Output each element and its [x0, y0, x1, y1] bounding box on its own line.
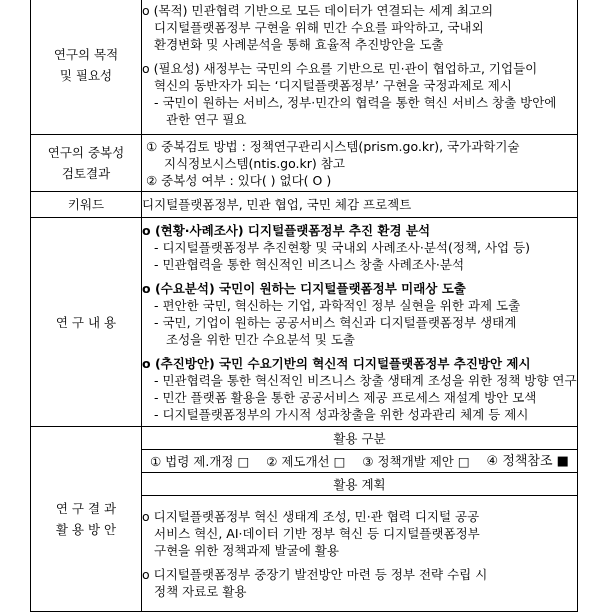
purpose-objective-line: 환경변화 및 사례분석을 통해 효율적 추진방안을 도출: [154, 36, 444, 52]
contents-item: - 디지털플랫폼정부 추진현황 및 국내외 사례조사·분석(정책, 사업 등): [154, 239, 531, 255]
purpose-objective-line: 디지털플랫폼정부 구현을 위해 민간 수요를 파악하고, 국내외: [154, 19, 484, 35]
label-purpose-line2: 및 필요성: [59, 67, 113, 83]
usage-plan-line: 구현을 위한 정책과제 발굴에 활용: [154, 542, 339, 558]
research-summary-table: [30, 0, 578, 612]
usage-plan-header: 활용 계획: [142, 473, 578, 496]
purpose-necessity-line: 혁신의 동반자가 되는 ‘디지털플랫폼정부’ 구현을 국정과제로 제시: [154, 77, 512, 93]
usage-option-system-checkbox[interactable]: ② 제도개선 □: [266, 453, 346, 469]
usage-plan-line: 정책 자료로 활용: [154, 583, 247, 599]
purpose-necessity-line: o (필요성) 새정부는 국민의 수요를 기반으로 민·관이 협업하고, 기업들이: [142, 60, 538, 76]
label-purpose: [31, 0, 142, 135]
usage-options-cell: [142, 450, 578, 473]
contents-item: 조성을 위한 민간 수요분석 및 도출: [166, 331, 355, 347]
contents-section-heading: o (수요분석) 국민이 원하는 디지털플랫폼정부 미래상 도출: [142, 280, 466, 296]
usage-plan-line: o 디지털플랫폼정부 중장기 발전방안 마련 등 정부 전략 수립 시: [142, 566, 488, 582]
label-usage: [31, 427, 142, 612]
purpose-detail-line: 관한 연구 필요: [166, 111, 247, 127]
content-contents: [142, 218, 578, 427]
row-purpose: [31, 0, 578, 135]
label-keyword: 키워드: [31, 192, 142, 218]
usage-option-policy-dev-checkbox[interactable]: ③ 정책개발 제안 □: [362, 453, 470, 469]
usage-category-header: 활용 구분: [142, 427, 578, 450]
contents-item: - 디지털플랫폼정부의 가시적 성과창출을 위한 성과관리 체계 등 제시: [154, 406, 529, 422]
content-keyword: [142, 192, 578, 218]
row-usage-category-header: [31, 427, 578, 450]
usage-option-policy-ref-checkbox[interactable]: ④ 정책참조 ■: [486, 453, 569, 469]
content-usage-plan: [142, 496, 578, 612]
label-purpose-line1: 연구의 목적: [53, 46, 119, 62]
content-duplication: [142, 135, 578, 192]
duplication-result-line: ② 중복성 여부 : 있다( ) 없다( O ): [146, 172, 332, 188]
contents-item: - 민간 플랫폼 활용을 통한 공공서비스 제공 프로세스 재설계 방안 모색: [154, 389, 537, 405]
contents-item: - 편안한 국민, 혁신하는 기업, 과학적인 정부 실현을 위한 과제 도출: [154, 297, 521, 313]
contents-item: - 민관협력을 통한 혁신적인 비즈니스 창출 생태계 조성을 위한 정책 방향 연구: [154, 372, 577, 388]
usage-option-law-checkbox[interactable]: ① 법령 제.개정 □: [150, 453, 250, 469]
row-contents: [31, 218, 578, 427]
purpose-objective-line: o (목적) 민관협력 기반으로 모든 데이터가 연결되는 세계 최고의: [142, 2, 494, 18]
duplication-method-line: ① 중복검토 방법 : 정책연구관리시스템(prism.go.kr), 국가과학기술: [146, 138, 520, 154]
row-keyword: [31, 192, 578, 218]
keyword-value: 디지털플랫폼정부, 민관 협업, 국민 체감 프로젝트: [142, 197, 412, 212]
duplication-method-line: 지식정보시스템(ntis.go.kr) 참고: [164, 155, 345, 171]
label-contents: 연 구 내 용: [31, 218, 142, 427]
row-duplication: [31, 135, 578, 192]
contents-item: - 민관협력을 통한 혁신적인 비즈니스 창출 사례조사·분석: [154, 256, 465, 272]
content-purpose: [142, 0, 578, 135]
label-duplication: [31, 135, 142, 192]
label-duplication-line2: 검토결과: [61, 166, 111, 181]
label-usage-line1: 연 구 결 과: [55, 501, 117, 516]
usage-plan-line: o 디지털플랫폼정부 혁신 생태계 조성, 민·관 협력 디지털 공공: [142, 508, 480, 524]
usage-plan-line: 서비스 혁신, AI·데이터 기반 정부 혁신 등 디지털플랫폼정부: [154, 525, 480, 541]
purpose-detail-line: - 국민이 원하는 서비스, 정부·민간의 협력을 통한 혁신 서비스 창출 방안에: [154, 94, 557, 110]
contents-section-heading: o (현황·사례조사) 디지털플랫폼정부 추진 환경 분석: [142, 222, 431, 238]
label-duplication-line1: 연구의 중복성: [47, 145, 125, 160]
contents-section-heading: o (추진방안) 국민 수요기반의 혁신적 디지털플랫폼정부 추진방안 제시: [142, 355, 531, 371]
contents-item: - 국민, 기업이 원하는 공공서비스 혁신과 디지털플랫폼정부 생태계: [154, 314, 517, 330]
label-usage-line2: 활 용 방 안: [55, 522, 117, 537]
